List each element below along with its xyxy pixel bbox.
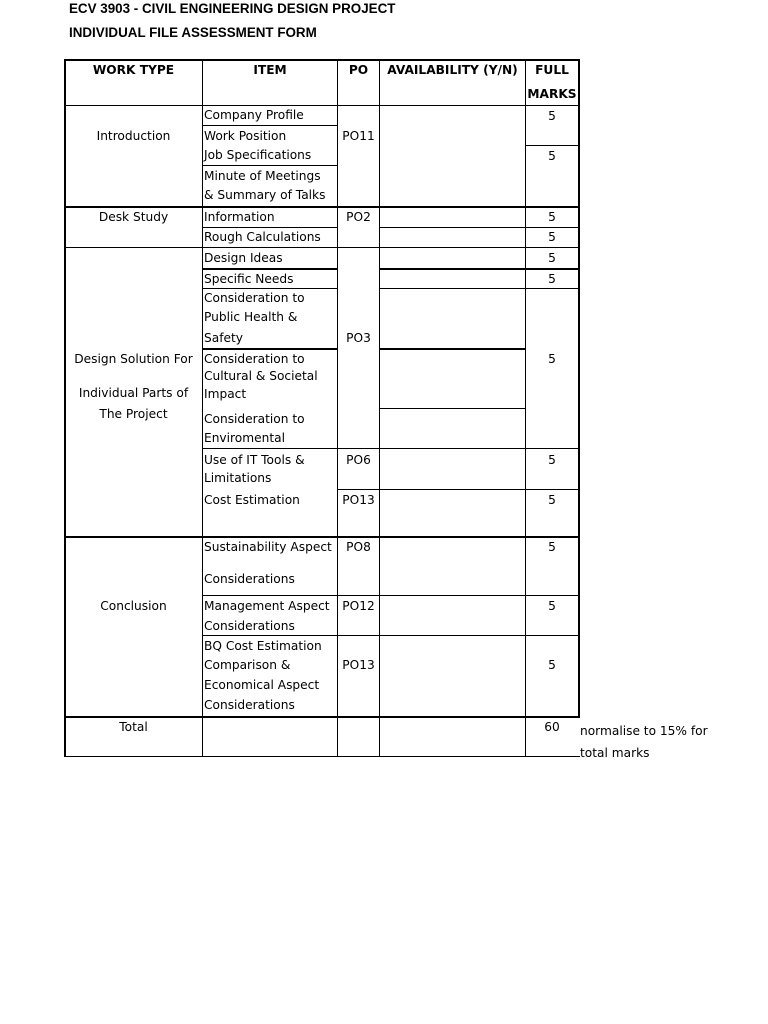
item-it-tools: Use of IT Tools & xyxy=(204,453,305,467)
marks-it-tools: 5 xyxy=(548,453,556,467)
po-bq-cost: PO13 xyxy=(342,658,375,672)
header-full-marks: MARKS xyxy=(527,87,577,101)
po-management: PO12 xyxy=(342,599,375,613)
header-po: PO xyxy=(348,63,369,77)
table-border-bottom xyxy=(64,756,580,757)
item-bq-cost: Considerations xyxy=(204,698,295,712)
item-cultural-societal: Cultural & Societal xyxy=(204,369,318,383)
row-line xyxy=(379,348,525,350)
marks-desk-2: 5 xyxy=(548,230,556,244)
header-work-type: WORK TYPE xyxy=(92,63,175,77)
marks-sustainability: 5 xyxy=(548,540,556,554)
work-type-design-solution: The Project xyxy=(99,407,168,421)
marks-bq-cost: 5 xyxy=(548,658,556,672)
total-label: Total xyxy=(119,720,148,734)
form-subtitle: INDIVIDUAL FILE ASSESSMENT FORM xyxy=(69,25,317,40)
marks-considerations: 5 xyxy=(548,352,556,366)
header-full-marks: FULL xyxy=(535,63,569,77)
table-border-right xyxy=(578,59,580,717)
normalise-note: total marks xyxy=(580,746,650,760)
item-cost-estimation: Cost Estimation xyxy=(204,493,300,507)
item-sustainability: Sustainability Aspect xyxy=(204,540,332,554)
normalise-note: normalise to 15% for xyxy=(580,724,708,738)
marks-intro-1: 5 xyxy=(548,109,556,123)
item-bq-cost: BQ Cost Estimation xyxy=(204,639,322,653)
header-availability: AVAILABILITY (Y/N) xyxy=(387,63,518,77)
po-sustainability: PO8 xyxy=(346,540,371,554)
po-desk: PO2 xyxy=(346,210,371,224)
item-design-ideas: Design Ideas xyxy=(204,251,283,265)
row-line xyxy=(379,408,525,409)
work-type-design-solution: Design Solution For xyxy=(74,352,193,366)
work-type-design-solution: Individual Parts of xyxy=(78,386,189,400)
item-cultural-societal: Consideration to xyxy=(204,352,305,366)
item-management: Considerations xyxy=(204,619,295,633)
po-it-tools: PO6 xyxy=(346,453,371,467)
item-it-tools: Limitations xyxy=(204,471,272,485)
item-management: Management Aspect xyxy=(204,599,330,613)
item-public-health: Consideration to xyxy=(204,291,305,305)
header-item: ITEM xyxy=(253,63,287,77)
marks-specific-needs: 5 xyxy=(548,272,556,286)
item-rough-calculations: Rough Calculations xyxy=(204,230,321,244)
item-public-health: Public Health & xyxy=(204,310,298,324)
po-design: PO3 xyxy=(346,331,371,345)
marks-management: 5 xyxy=(548,599,556,613)
item-cultural-societal: Impact xyxy=(204,387,247,401)
item-sustainability: Considerations xyxy=(204,572,295,586)
po-cost-estimation: PO13 xyxy=(342,493,375,507)
item-company-profile: Company Profile xyxy=(204,108,304,122)
header-divider xyxy=(64,105,580,106)
item-work-position: Work Position xyxy=(204,129,287,143)
item-summary-of-talks: & Summary of Talks xyxy=(204,188,326,202)
item-bq-cost: Comparison & xyxy=(204,658,291,672)
section-divider-design xyxy=(64,247,580,248)
work-type-introduction: Introduction xyxy=(96,129,171,143)
po-intro: PO11 xyxy=(342,129,375,143)
col-divider-po xyxy=(337,59,338,757)
row-line xyxy=(202,448,579,449)
col-divider-item xyxy=(202,59,203,757)
work-type-conclusion: Conclusion xyxy=(100,599,167,613)
marks-design-ideas: 5 xyxy=(548,251,556,265)
item-information: Information xyxy=(204,210,275,224)
total-marks: 60 xyxy=(544,720,560,734)
marks-cost-estimation: 5 xyxy=(548,493,556,507)
item-bq-cost: Economical Aspect xyxy=(204,678,320,692)
marks-intro-2: 5 xyxy=(548,149,556,163)
item-specific-needs: Specific Needs xyxy=(204,272,294,286)
item-public-health: Safety xyxy=(204,331,243,345)
work-type-desk-study: Desk Study xyxy=(98,210,169,224)
marks-desk-1: 5 xyxy=(548,210,556,224)
item-enviromental: Enviromental xyxy=(204,431,285,445)
item-job-specifications: Job Specifications xyxy=(204,148,312,162)
item-enviromental: Consideration to xyxy=(204,412,305,426)
form-title: ECV 3903 - CIVIL ENGINEERING DESIGN PROJECT xyxy=(69,1,396,16)
item-minute-of-meetings: Minute of Meetings xyxy=(204,169,321,183)
